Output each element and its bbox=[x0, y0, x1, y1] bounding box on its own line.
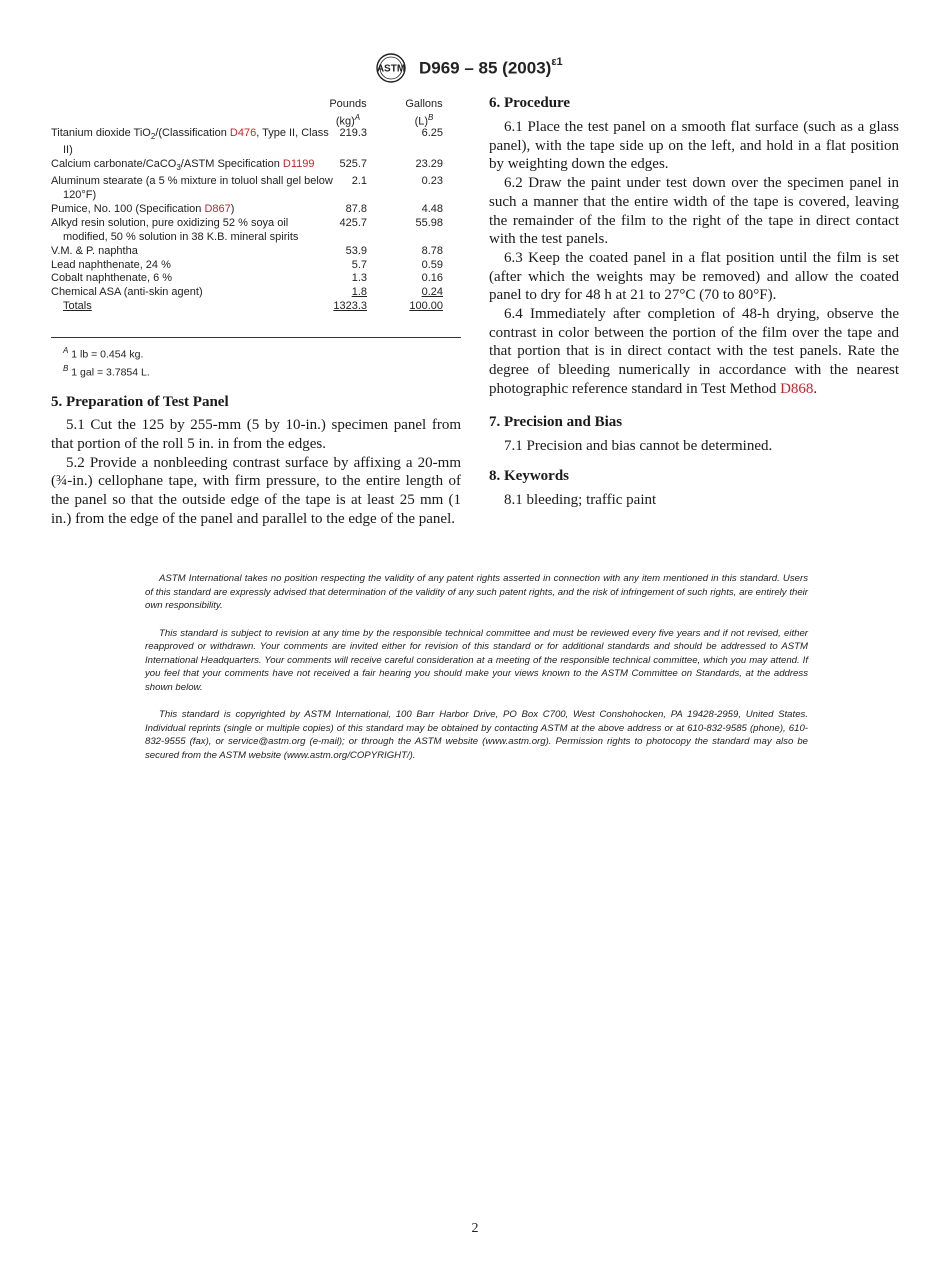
designation-text: D969 – 85 (2003) bbox=[419, 58, 552, 78]
section-6-heading: 6. Procedure bbox=[489, 95, 571, 111]
pounds-header-label: Pounds bbox=[329, 98, 367, 110]
section-8-heading: 8. Keywords bbox=[489, 468, 569, 485]
pounds-value: 1.3 bbox=[351, 272, 367, 285]
paint-formula-table bbox=[51, 98, 461, 314]
footnote-text: 1 gal = 3.7854 L. bbox=[68, 366, 150, 379]
paragraph-6-4-text: 6.4 Immediately after completion of 48-h drying, observe the contrast in color between the portion of the film over the tape and that portion that is in direct contact with the test panels. Rate the degree of bleeding numerically in accordance with the nearest photographic reference standard in Test Method bbox=[489, 306, 899, 397]
table-footnote-a bbox=[51, 344, 461, 362]
document-designation bbox=[419, 58, 563, 79]
totals-pounds: 1323.3 bbox=[333, 300, 367, 313]
gallons-value: 0.24 bbox=[421, 286, 443, 299]
ingredient-name bbox=[51, 158, 335, 175]
totals-gallons: 100.00 bbox=[409, 300, 443, 313]
page-header bbox=[0, 52, 950, 88]
footnote-text: 1 lb = 0.454 kg. bbox=[68, 348, 144, 361]
standard-link-d476[interactable]: D476 bbox=[229, 127, 257, 139]
standard-link-d868[interactable]: D868 bbox=[780, 380, 814, 397]
table-header-row bbox=[51, 98, 461, 127]
ingredient-name: Cobalt naphthenate, 6 % bbox=[51, 272, 173, 285]
gallons-value: 0.16 bbox=[421, 272, 443, 285]
table-row bbox=[51, 286, 461, 300]
paragraph-5-1: 5.1 Cut the 125 by 255-mm (5 by 10-in.) specimen panel from that portion of the roll 5 in. in from the edges. bbox=[51, 417, 461, 452]
totals-label-text: Totals bbox=[63, 300, 92, 313]
patent-notice: ASTM International takes no position respecting the validity of any patent rights asserted in connection with any item mentioned in this standard. Users of this standard are expressly advised that determination of the validity of any such patent rights, and the risk of infringement of such rights, are entirely their own responsibility. bbox=[145, 573, 808, 611]
gallons-value: 8.78 bbox=[421, 244, 443, 257]
gallons-unit: (L) bbox=[414, 115, 429, 128]
pounds-value: 53.9 bbox=[345, 244, 367, 257]
pounds-value: 2.1 bbox=[351, 175, 367, 188]
paragraph-6-4-end: . bbox=[813, 380, 818, 397]
table-row bbox=[51, 158, 461, 175]
page-number: 2 bbox=[471, 1221, 479, 1236]
table-row bbox=[51, 245, 461, 259]
pounds-value: 525.7 bbox=[339, 158, 367, 170]
paragraph-6-4 bbox=[489, 305, 899, 399]
chem-subscript: 2 bbox=[150, 132, 156, 142]
gallons-value: 4.48 bbox=[421, 202, 443, 215]
designation-superscript: ε1 bbox=[551, 56, 563, 68]
gallons-footnote-mark: B bbox=[428, 113, 434, 122]
astm-logo-icon bbox=[372, 52, 410, 89]
chem-subscript: 3 bbox=[176, 163, 181, 173]
gallons-value: 55.98 bbox=[415, 216, 443, 229]
ingredient-text-post: , Type II, Class II) bbox=[63, 127, 329, 157]
pounds-value: 5.7 bbox=[351, 258, 367, 271]
ingredient-name: Aluminum stearate (a 5 % mixture in toluol shall gel below 120°F) bbox=[51, 175, 333, 201]
totals-label bbox=[51, 300, 335, 314]
table-row bbox=[51, 203, 461, 217]
ingredient-text: Titanium dioxide TiO bbox=[51, 127, 151, 139]
ingredient-text: Pumice, No. 100 (Specification bbox=[51, 202, 205, 215]
table-row bbox=[51, 127, 461, 158]
section-5-heading: 5. Preparation of Test Panel bbox=[51, 394, 229, 411]
paragraph-5-2: 5.2 Provide a nonbleeding contrast surface by affixing a 20-mm (¾-in.) cellophane tape, with firm pressure, to the entire length of the panel so that the outside edge of the tape is at least 25 mm (1 in.) from the edge of the panel and parallel to the edge of the panel. bbox=[51, 454, 461, 527]
pounds-column-header bbox=[323, 98, 373, 129]
ingredient-name: V.M. & P. naphtha bbox=[51, 244, 138, 257]
section-7-heading: 7. Precision and Bias bbox=[489, 413, 623, 430]
gallons-header-label: Gallons bbox=[405, 98, 443, 110]
paragraph-8-1: 8.1 bleeding; traffic paint bbox=[504, 492, 657, 509]
pounds-value: 1.8 bbox=[351, 286, 367, 299]
gallons-unit-label bbox=[399, 111, 449, 129]
standard-link-d867[interactable]: D867 bbox=[204, 202, 231, 215]
ingredient-text-mid: /(Classification bbox=[155, 127, 230, 139]
ingredient-name bbox=[51, 203, 335, 217]
paragraph-6-2: 6.2 Draw the paint under test down over the specimen panel in such a manner that the entire width of the tape is covered, leaving the remainder of the film to the right of the tape in direct contact with the test panels. bbox=[489, 175, 899, 248]
pounds-value: 425.7 bbox=[339, 216, 367, 229]
gallons-value: 0.59 bbox=[421, 258, 443, 271]
copyright-notice: This standard is copyrighted by ASTM International, 100 Barr Harbor Drive, PO Box C700, West Conshohocken, PA 19428-2959, United States. Individual reprints (single or multiple copies) of this standard may be obtained by contacting ASTM at the above address or at 610-832-9585 (phone), 610-832-9555 (fax), or service@astm.org (e-mail); or through the ASTM website (www.astm.org). Permission rights to photocopy the standard may also be secured from the ASTM website (www.astm.org/COPYRIGHT/). bbox=[145, 709, 808, 761]
logo-text: ASTM bbox=[376, 63, 406, 75]
revision-notice: This standard is subject to revision at any time by the responsible technical committee and must be reviewed every five years and if not revised, either reapproved or withdrawn. Your comments are invited either for revision of this standard or for additional standards and should be addressed to ASTM International Headquarters. Your comments will receive careful consideration at a meeting of the responsible technical committee, which you may attend. If you feel that your comments have not received a fair hearing you should make your views known to the ASTM Committee on Standards, at the address shown below. bbox=[145, 627, 808, 693]
pounds-unit-label bbox=[323, 111, 373, 129]
ingredient-name: Chemical ASA (anti-skin agent) bbox=[51, 286, 203, 299]
gallons-value: 23.29 bbox=[415, 158, 443, 170]
table-row bbox=[51, 272, 461, 286]
left-column bbox=[51, 98, 461, 528]
ingredient-text: Calcium carbonate/CaCO bbox=[51, 158, 177, 170]
table-row bbox=[51, 259, 461, 273]
ingredient-text-post: ) bbox=[230, 202, 235, 215]
table-row bbox=[51, 217, 461, 245]
totals-row bbox=[51, 300, 461, 314]
ingredient-name: Lead naphthenate, 24 % bbox=[51, 258, 171, 271]
legal-notices bbox=[145, 572, 808, 762]
gallons-column-header bbox=[399, 98, 449, 129]
paragraph-7-1: 7.1 Precision and bias cannot be determined. bbox=[504, 437, 773, 454]
ingredient-name: Alkyd resin solution, pure oxidizing 52 % soya oil modified, 50 % solution in 38 K.B. mineral spirits bbox=[51, 216, 299, 243]
paragraph-6-3: 6.3 Keep the coated panel in a flat position until the film is set (after which the weights may be removed) and allow the coated panel to dry for 48 h at 21 to 27°C (70 to 80°F). bbox=[489, 249, 899, 304]
footnote-mark: B bbox=[63, 363, 69, 373]
pounds-footnote-mark: A bbox=[354, 113, 361, 122]
ingredient-name bbox=[51, 127, 335, 158]
pounds-value: 219.3 bbox=[339, 127, 367, 139]
gallons-value: 0.23 bbox=[421, 175, 443, 188]
pounds-unit: (kg) bbox=[335, 115, 355, 128]
right-column bbox=[489, 94, 899, 510]
footnote-mark: A bbox=[63, 346, 69, 356]
pounds-value: 87.8 bbox=[345, 202, 367, 215]
ingredient-text-mid: /ASTM Specification bbox=[180, 158, 283, 170]
table-footnote-b bbox=[51, 362, 461, 380]
gallons-value: 6.25 bbox=[421, 127, 443, 139]
paragraph-6-1: 6.1 Place the test panel on a smooth flat surface (such as a glass panel), with the tape side up on the left, and hold in a flat position by weighting down the edges. bbox=[489, 119, 899, 173]
standard-link-d1199[interactable]: D1199 bbox=[282, 158, 315, 170]
table-row bbox=[51, 175, 461, 203]
